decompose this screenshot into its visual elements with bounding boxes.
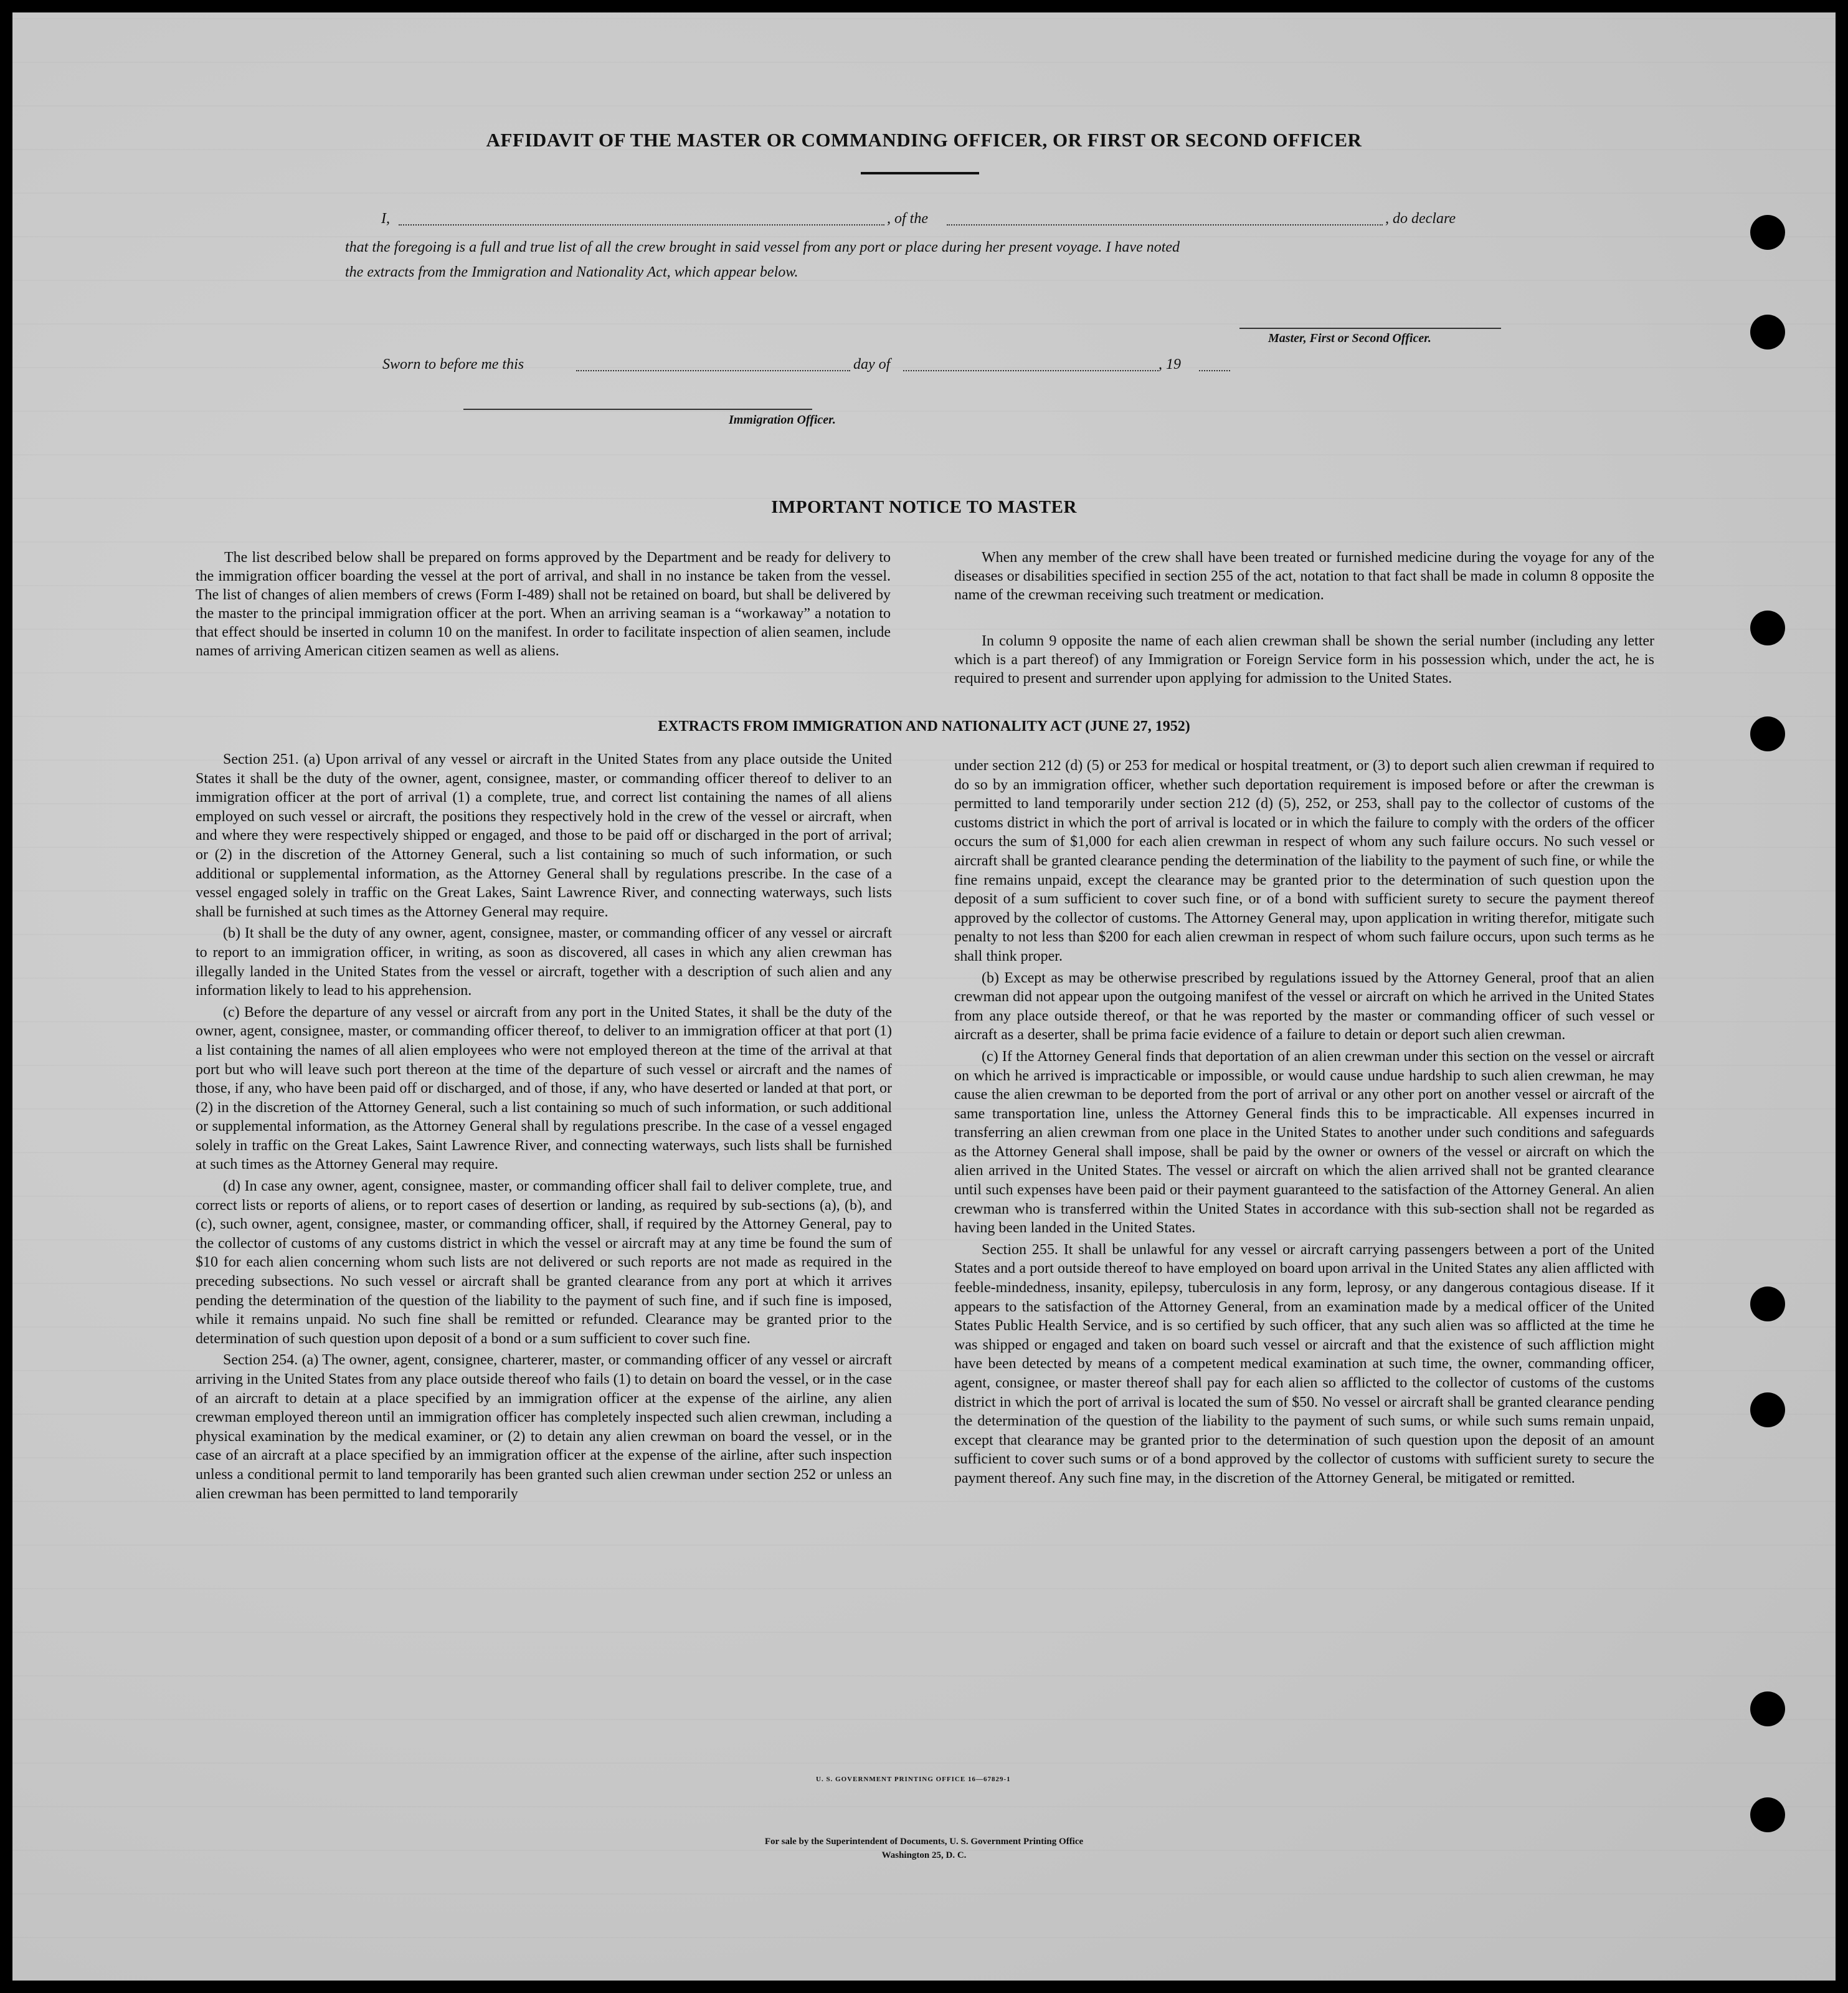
signature-line[interactable] (1239, 328, 1501, 329)
punch-hole (1750, 215, 1785, 250)
sale-line-2: Washington 25, D. C. (881, 1850, 967, 1860)
section-254-a: Section 254. (a) The owner, agent, consignee, charterer, master, or commanding officer of any vessel or aircraft arriving in the United States from any place outside thereof who fails (1) to detain on board the vessel, or in the case of an aircraft to detain at a place specified by an immigration officer at the expense of the airline, any alien crewman employed thereon until an immigration officer has completely inspected such alien crewman, including a physical examination by the medical examiner, or (2) to detain any alien crewman on board the vessel, or in the case of an aircraft at a place specified by an immigration officer at the expense of the airline, after such inspection unless a conditional permit to land temporarily has been granted such alien crewman under section 252 or unless an alien crewman has been permitted to land temporarily (196, 1352, 892, 1502)
sworn-label: Sworn to before me this (382, 356, 524, 373)
notice-title: IMPORTANT NOTICE TO MASTER (771, 497, 1077, 517)
officer-signature-line[interactable] (463, 409, 812, 410)
of-the-label: , of the (887, 211, 928, 227)
extracts-title: EXTRACTS FROM IMMIGRATION AND NATIONALITY ACT (JUNE 27, 1952) (658, 718, 1190, 735)
affidavit-title: AFFIDAVIT OF THE MASTER OR COMMANDING OFFICER, OR FIRST OR SECOND OFFICER (486, 129, 1362, 151)
punch-hole (1750, 315, 1785, 350)
section-254-a-cont: under section 212 (d) (5) or 253 for medical or hospital treatment, or (3) to deport such alien crewman if required to do so by an immigration officer, whether such deportation requirement is imposed before or after the crewman is permitted to land temporarily under section 212 (d) (5), 252, or 253, shall pay to the collector of customs of the customs district in which the port of arrival is located or in which the failure to comply with the orders of the officer occurs the sum of $1,000 for each alien crewman in respect of whom any such failure occurs. No such vessel or aircraft shall be granted clearance pending the determination of the liability to the payment of such fine, or while the fine remains unpaid, except the clearance may be granted prior to the determination of such question upon the deposit of a sum sufficient to cover such fine, or of a bond with sufficient surety to secure the payment thereof approved by the collector of customs. The Attorney General may, upon application in writing therefor, mitigate such penalty to not less than $200 for each alien crewman in respect of whom such failure occurs, upon such terms as he shall think proper. (954, 758, 1654, 964)
punch-hole (1750, 1392, 1785, 1427)
i-label: I, (381, 211, 390, 227)
vessel-field[interactable] (947, 224, 1383, 226)
document-page (12, 12, 1836, 1981)
section-255: Section 255. It shall be unlawful for any vessel or aircraft carrying passengers between a port of the United States and a port outside thereof to have employed on board upon arrival in the United States any alien afflicted with feeble-mindedness, insanity, epilepsy, tuberculosis in any form, leprosy, or any dangerous contagious disease. If it appears to the satisfaction of the Attorney General, from an examination made by a medical officer of the United States Public Health Service, and is so certified by such officer, that any such alien was so afflicted at the time he was shipped or engaged and taken on board such vessel or aircraft and that the existence of such affliction might have been detected by means of a competent medical examination at such time, the owner, commanding officer, agent, consignee, or master thereof shall pay for each alien so afflicted to the collector of customs of the customs district in which the port of arrival is located the sum of $50. No vessel or aircraft shall be granted clearance pending the determination of the question of the liability to the payment of such sums, or while such sums remain unpaid, except that clearance may be granted prior to the determination of such question upon the deposit of an amount sufficient to cover such sums or of a bond approved by the collector of customs with sufficient surety to secure the payment thereof. Any such fine may, in the discretion of the Attorney General, be mitigated or remitted. (954, 1241, 1654, 1486)
section-251-d: (d) In case any owner, agent, consignee, master, or commanding officer shall fail to deliver complete, true, and correct lists or reports of aliens, or to report cases of desertion or landing, as required by sub-sections (a), (b), and (c), such owner, agent, consignee, master, or commanding officer, shall, if required by the Attorney General, pay to the collector of customs of any customs district in which the vessel or aircraft may at any time be found the sum of $10 for each alien concerning whom such lists are not delivered or such reports are not made as required in the preceding subsections. No such vessel or aircraft shall be granted clearance from any port at which it arrives pending the determination of the question of the liability to the payment of such fine, and if such fine is imposed, while it remains unpaid. No such fine shall be remitted or refunded. Clearance may be granted prior to the determination of such question upon deposit of a bond or a sum sufficient to cover such fine. (196, 1178, 892, 1347)
notice-right-text-1: When any member of the crew shall have been treated or furnished medicine during the voyage for any of the diseases or disabilities specified in section 255 of the act, notation to that fact shall be made in column 8 opposite the name of the crewman receiving such treatment or medication. (954, 549, 1654, 603)
section-251-b: (b) It shall be the duty of any owner, agent, consignee, master, or commanding officer of any vessel or aircraft to report to an immigration officer, in writing, as soon as discovered, all cases in which any alien crewman has illegally landed in the United States from the vessel or aircraft, together with a description of such alien and any information likely to lead to his apprehension. (196, 925, 892, 999)
sworn-month-field[interactable] (903, 370, 1159, 371)
section-251-a: Section 251. (a) Upon arrival of any vessel or aircraft in the United States from any place outside the United States it shall be the duty of the owner, agent, consignee, master, or commanding officer thereof to deliver to an immigration officer at the port of arrival (1) a complete, true, and correct list containing the names of all aliens employed on such vessel or aircraft, the positions they respectively hold in the crew of the vessel or aircraft, when and where they were respectively shipped or engaged, and those to be paid off or discharged in the port of arrival; or (2) in the discretion of the Attorney General, such a list containing so much of such information, or such additional or supplemental information, as the Attorney General shall by regulations prescribe. In the case of a vessel engaged solely in traffic on the Great Lakes, Saint Lawrence River, and connecting waterways, such lists shall be furnished at such times as the Attorney General may require. (196, 751, 892, 920)
section-251-c: (c) Before the departure of any vessel or aircraft from any port in the United States, it shall be the duty of the owner, agent, consignee, master, or commanding officer thereof, to deliver to an immigration officer at that port (1) a list containing the names of all alien employees who were not employed thereon at the time of the arrival at that port but who will leave such port thereon at the time of the departure of such vessel or aircraft and the names of those, if any, who have been paid off or discharged, and of those, if any, who have deserted or landed at that port, or (2) in the discretion of the Attorney General, such a list containing so much of such information, or such additional or supplemental information, as the Attorney General shall by regulations prescribe. In the case of a vessel engaged solely in traffic on the Great Lakes, Saint Lawrence River, and connecting waterways, such lists shall be furnished at such times as the Attorney General may require. (196, 1004, 892, 1173)
printing-office-line: U. S. GOVERNMENT PRINTING OFFICE 16—67829-1 (816, 1776, 1011, 1783)
do-declare-label: , do declare (1385, 211, 1456, 227)
section-254-b: (b) Except as may be otherwise prescribed by regulations issued by the Attorney General, proof that an alien crewman did not appear upon the outgoing manifest of the vessel or aircraft on which he arrived in the United States from any place outside thereof, or that he was reported by the master or commanding officer of such vessel or aircraft as a deserter, shall be prima facie evidence of a failure to detain or deport such alien crewman. (954, 969, 1654, 1044)
sworn-year-field[interactable] (1199, 370, 1230, 371)
statement-line-1: that the foregoing is a full and true list of all the crew brought in said vessel from any port or place during her present voyage. I have noted (345, 239, 1180, 255)
punch-hole (1750, 1287, 1785, 1321)
punch-hole (1750, 1797, 1785, 1832)
notice-right-text-2: In column 9 opposite the name of each alien crewman shall be shown the serial number (including any letter which is a part thereof) of any Immigration or Foreign Service form in his possession which, under the act, he is required to present and surrender upon applying for admission to the United States. (954, 633, 1654, 687)
extracts-left-column (196, 750, 892, 1506)
notice-left-text: The list described below shall be prepared on forms approved by the Department and be ready for delivery to the immigration officer boarding the vessel at the port of arrival, and shall in no instance be taken from the vessel. The list of changes of alien members of crews (Form I-489) shall not be retained on board, but shall be delivered by the master to the principal immigration officer at the port. When an arriving seaman is a “workaway” a notation to that effect should be inserted in column 10 on the manifest. In order to facilitate inspection of alien seamen, include names of arriving American citizen seamen as well as aliens. (196, 549, 891, 659)
name-field[interactable] (399, 224, 884, 226)
sworn-day-field[interactable] (576, 370, 850, 371)
extracts-right-column (954, 756, 1654, 1491)
title-rule (861, 172, 979, 174)
punch-hole (1750, 1691, 1785, 1726)
statement-line-2: the extracts from the Immigration and Nationality Act, which appear below. (345, 264, 798, 280)
punch-hole (1750, 611, 1785, 645)
section-254-c: (c) If the Attorney General finds that deportation of an alien crewman under this section on the vessel or aircraft on which he arrived is impracticable or impossible, or would cause undue hardship to such alien crewman, he may cause the alien crewman to be deported from the port of arrival or any other port on another vessel or aircraft of the same transportation line, unless the Attorney General finds this to be impracticable. All expenses incurred in transferring an alien crewman from one place in the United States to another under such conditions and safeguards as the Attorney General shall impose, shall be paid by the owner or owners of the vessel or aircraft on which the alien arrived in the United States. The vessel or aircraft on which the alien arrived shall not be granted clearance until such expenses have been paid or their payment guaranteed to the satisfaction of the Attorney General. An alien crewman who is transferred within the United States in accordance with this sub-section shall not be regarded as having been landed in the United States. (954, 1048, 1654, 1237)
day-of-label: day of (853, 356, 891, 373)
officer-label: Immigration Officer. (729, 413, 836, 427)
sale-line-1: For sale by the Superintendent of Documents, U. S. Government Printing Office (764, 1837, 1084, 1847)
signature-label: Master, First or Second Officer. (1268, 331, 1431, 345)
year-label: , 19 (1159, 356, 1181, 373)
